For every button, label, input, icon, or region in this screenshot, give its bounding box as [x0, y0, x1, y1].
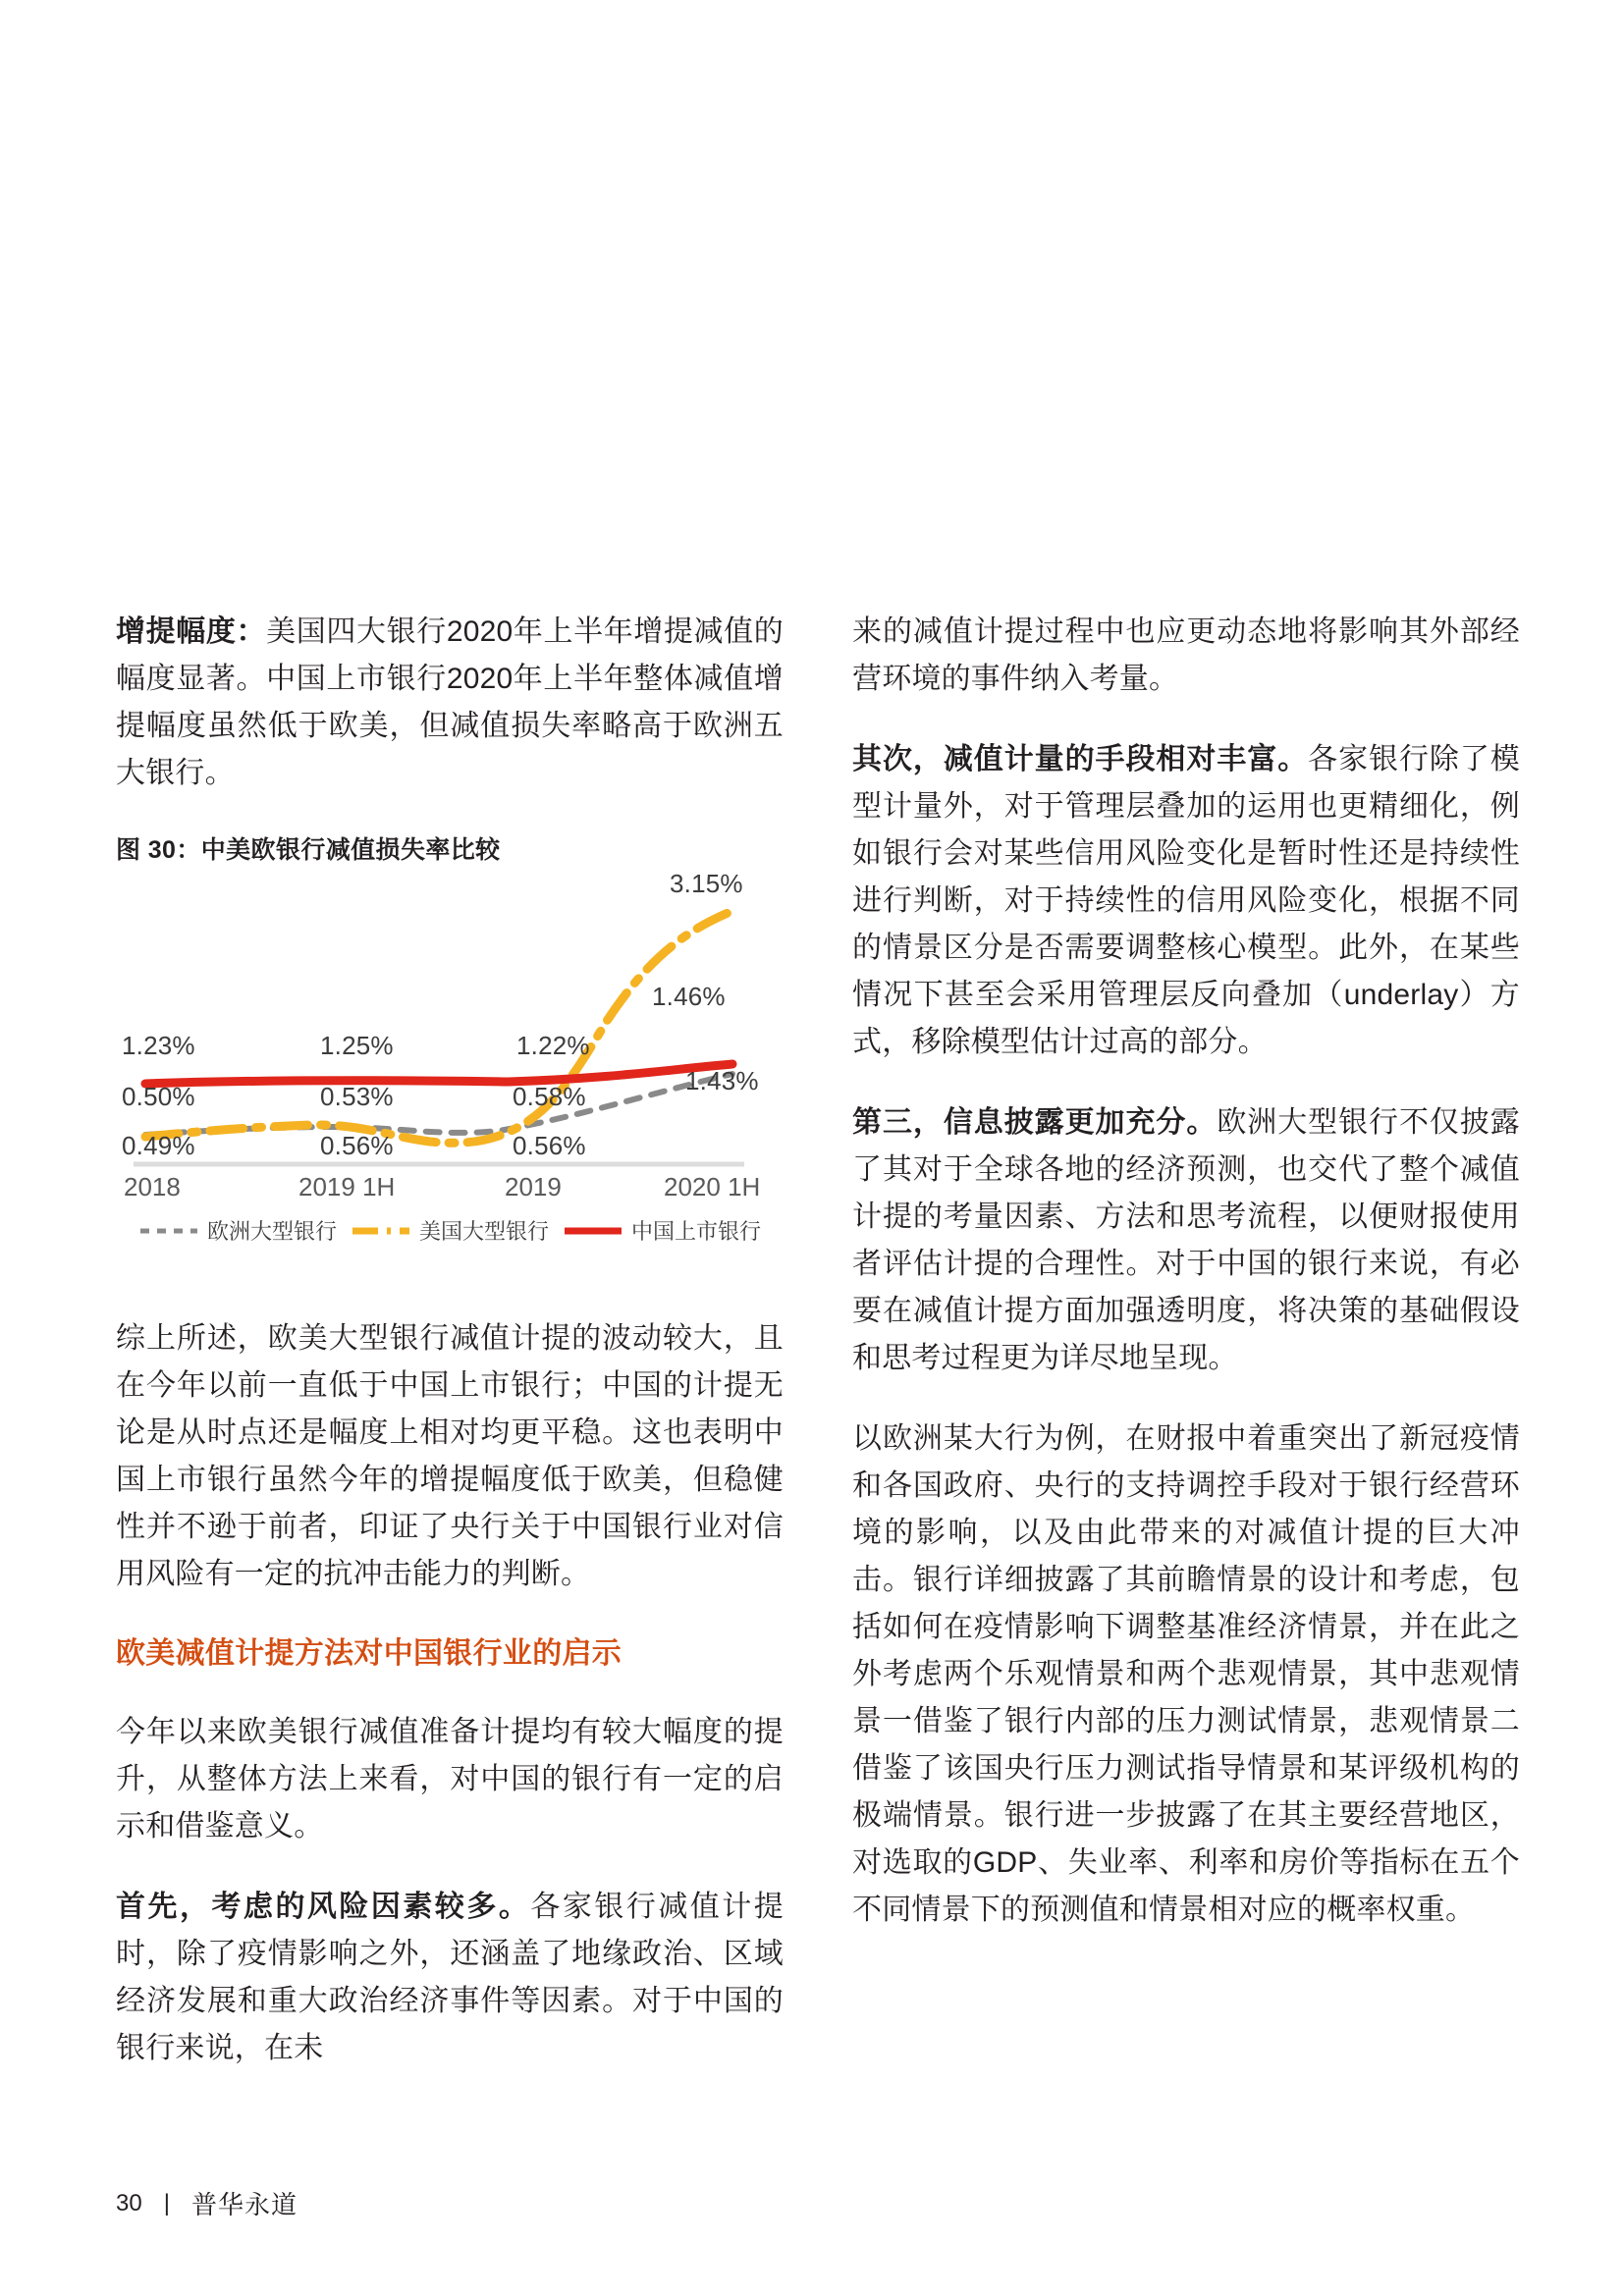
paragraph-continuation: 来的减值计提过程中也应更动态地将影响其外部经营环境的事件纳入考量。: [852, 615, 1520, 695]
paragraph-intro: [116, 609, 784, 797]
x-tick-2019-1h: 2019 1H: [298, 1172, 396, 1201]
legend-item-europe: [138, 1215, 337, 1246]
paragraph-first-point-lead: 首先，考虑的风险因素较多。: [116, 1891, 531, 1923]
page-footer: [116, 2185, 298, 2221]
series-line-us: [145, 911, 732, 1143]
data-label-europe-2018: 0.49%: [122, 1131, 195, 1160]
data-label-us-2019-1h: 0.53%: [320, 1082, 394, 1111]
paragraph-first-point-body: 各家银行减值计提时，除了疫情影响之外，还涵盖了地缘政治、区域经济发展和重大政治经济事件等因素。对于中国的银行来说，在未: [116, 1891, 784, 2064]
legend-swatch-europe-dashed-line: [138, 1224, 199, 1238]
figure-30: [116, 830, 784, 1286]
legend-swatch-china-solid-line: [563, 1224, 623, 1238]
paragraph-after-heading: 今年以来欧美银行减值准备计提均有较大幅度的提升，从整体方法上来看，对中国的银行有一定的启示和借鉴意义。: [116, 1716, 784, 1842]
legend-swatch-us-dash-dot-line: [351, 1224, 411, 1238]
paragraph-intro-body: 美国四大银行2020年上半年增提减值的幅度显著。中国上市银行2020年上半年整体减值增提幅度虽然低于欧美，但减值损失率略高于欧洲五大银行。: [116, 615, 785, 789]
data-label-europe-2020-1h: 1.43%: [685, 1066, 759, 1095]
paragraph-intro-lead: 增提幅度：: [116, 615, 267, 648]
data-label-china-2019: 1.22%: [516, 1031, 590, 1060]
data-label-china-2019-1h: 1.25%: [320, 1031, 394, 1060]
data-label-europe-2019: 0.56%: [513, 1131, 586, 1160]
x-tick-2018: 2018: [124, 1172, 181, 1201]
legend-item-china: [563, 1215, 761, 1246]
section-heading-implications: 欧美减值计提方法对中国银行业的启示: [116, 1637, 623, 1670]
footer-separator: |: [163, 2189, 170, 2216]
chart-impairment-loss-rate: [116, 869, 784, 1286]
x-tick-2019: 2019: [505, 1172, 562, 1201]
left-column: [116, 609, 784, 2072]
paragraph-third-point-body: 欧洲大型银行不仅披露了其对于全球各地的经济预测，也交代了整个减值计提的考量因素、方法和思考流程，以便财报使用者评估计提的合理性。对于中国的银行来说，有必要在减值计提方面加强透明度，将决策的基础假设和思考过程更为详尽地呈现。: [852, 1106, 1520, 1374]
paragraph-third-point-lead: 第三，信息披露更加充分。: [852, 1106, 1218, 1139]
legend-label-us: 美国大型银行: [418, 1219, 549, 1244]
paragraph-third-point: [852, 1099, 1520, 1382]
figure-title: 图 30：中美欧银行减值损失率比较: [116, 836, 501, 864]
chart-plot-area: [116, 874, 784, 1207]
paragraph-first-point: [116, 1884, 784, 2072]
data-label-europe-2019-1h: 0.56%: [320, 1131, 394, 1160]
brand-name: 普华永道: [190, 2190, 298, 2219]
x-tick-2020-1h: 2020 1H: [664, 1172, 761, 1201]
data-label-us-2020-1h: 3.15%: [670, 869, 743, 898]
data-label-us-2019: 0.58%: [513, 1082, 586, 1111]
series-line-china: [145, 1064, 732, 1084]
legend-label-europe: 欧洲大型银行: [206, 1219, 337, 1244]
paragraph-european-bank-example: 以欧洲某大行为例，在财报中着重突出了新冠疫情和各国政府、央行的支持调控手段对于银行经营环境的影响，以及由此带来的对减值计提的巨大冲击。银行详细披露了其前瞻情景的设计和考虑，包括如何在疫情影响下调整基准经济情景，并在此之外考虑两个乐观情景和两个悲观情景，其中悲观情景一借鉴了银行内部的压力测试情景，悲观情景二借鉴了该国央行压力测试指导情景和某评级机构的极端情景。银行进一步披露了在其主要经营地区，对选取的GDP、失业率、利率和房价等指标在五个不同情景下的预测值和情景相对应的概率权重。: [852, 1422, 1520, 1926]
data-label-china-2020-1h: 1.46%: [652, 982, 726, 1011]
chart-legend: [116, 1215, 784, 1246]
data-label-us-2018: 0.50%: [122, 1082, 195, 1111]
paragraph-summary: 综上所述，欧美大型银行减值计提的波动较大，且在今年以前一直低于中国上市银行；中国的计提无论是从时点还是幅度上相对均更平稳。这也表明中国上市银行虽然今年的增提幅度低于欧美，但稳健性并不逊于前者，印证了央行关于中国银行业对信用风险有一定的抗冲击能力的判断。: [116, 1322, 784, 1590]
paragraph-second-point-lead: 其次，减值计量的手段相对丰富。: [852, 743, 1309, 775]
legend-item-us: [351, 1215, 549, 1246]
page-number: 30: [116, 2189, 142, 2216]
right-column: [852, 609, 1520, 1934]
legend-label-china: 中国上市银行: [631, 1219, 762, 1244]
paragraph-second-point-body: 各家银行除了模型计量外，对于管理层叠加的运用也更精细化，例如银行会对某些信用风险变化是暂时性还是持续性进行判断，对于持续性的信用风险变化，根据不同的情景区分是否需要调整核心模型。此外，在某些情况下甚至会采用管理层反向叠加（underlay）方式，移除模型估计过高的部分。: [852, 743, 1520, 1058]
paragraph-second-point: [852, 736, 1520, 1066]
data-label-china-2018: 1.23%: [122, 1031, 195, 1060]
